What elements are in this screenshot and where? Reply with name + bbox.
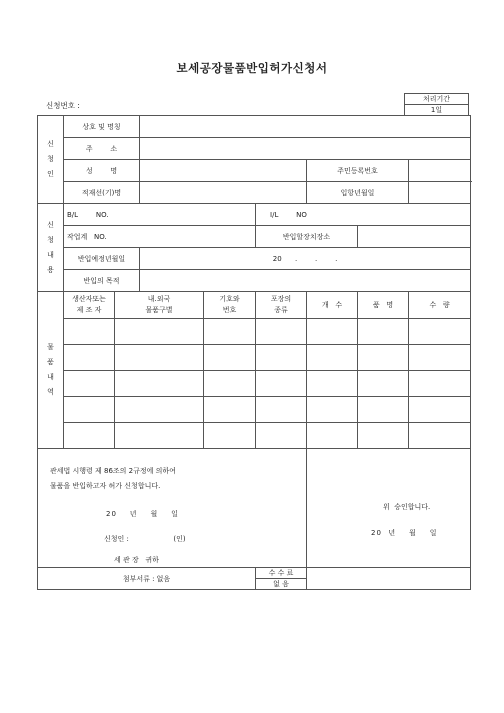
domestic-foreign-cell[interactable] (115, 423, 204, 449)
address-field[interactable] (140, 138, 471, 160)
applicant-signature[interactable]: 신청인 : (인) (104, 535, 186, 543)
application-form (37, 115, 471, 590)
goods-row (38, 371, 471, 397)
package-cell[interactable] (256, 423, 307, 449)
quantity-cell[interactable] (409, 423, 471, 449)
schedule-date-label: 반입예정년월일 (64, 248, 140, 270)
header-producer: 생산자또는 제 조 자 (64, 292, 115, 319)
ship-name-label: 적재선(기)명 (64, 182, 140, 204)
purpose-field[interactable] (140, 270, 471, 292)
marks-cell[interactable] (204, 371, 256, 397)
approval-text: 위 승인합니다. (383, 503, 431, 511)
content-section-label: 신 청 내 용 (38, 204, 64, 292)
count-cell[interactable] (307, 345, 358, 371)
processing-period-box (404, 93, 469, 116)
header-package-type: 포장의 종류 (256, 292, 307, 319)
resident-number-field[interactable] (409, 160, 471, 182)
producer-cell[interactable] (64, 345, 115, 371)
producer-cell[interactable] (64, 423, 115, 449)
ship-name-field[interactable] (140, 182, 307, 204)
person-name-label: 성 명 (64, 160, 140, 182)
address-label: 주 소 (64, 138, 140, 160)
processing-period-value: 1일 (405, 105, 469, 116)
goods-row (38, 397, 471, 423)
header-marks-numbers: 기호와 번호 (204, 292, 256, 319)
quantity-cell[interactable] (409, 319, 471, 345)
bl-number-field[interactable]: B/L NO. (64, 204, 256, 226)
item-name-cell[interactable] (358, 371, 409, 397)
declaration-statement-2: 물품을 반입하고자 허가 신청합니다. (50, 482, 161, 490)
goods-row (38, 319, 471, 345)
business-name-label: 상호 및 명칭 (64, 116, 140, 138)
header-count: 개 수 (307, 292, 358, 319)
package-cell[interactable] (256, 319, 307, 345)
purpose-label: 반입의 목적 (64, 270, 140, 292)
count-cell[interactable] (307, 319, 358, 345)
goods-section-label: 물 품 내 역 (38, 292, 64, 449)
package-cell[interactable] (256, 345, 307, 371)
producer-cell[interactable] (64, 371, 115, 397)
package-cell[interactable] (256, 371, 307, 397)
quantity-cell[interactable] (409, 345, 471, 371)
declaration-statement-1: 관세법 시행령 제 86조의 2규정에 의하여 (50, 467, 176, 475)
count-cell[interactable] (307, 423, 358, 449)
person-name-field[interactable] (140, 160, 307, 182)
arrival-date-field[interactable] (409, 182, 471, 204)
il-number-field[interactable]: I/L NO (256, 204, 471, 226)
header-item-name: 품 명 (358, 292, 409, 319)
marks-cell[interactable] (204, 423, 256, 449)
addressee: 세 관 장 귀하 (114, 556, 159, 564)
declaration-box (38, 449, 307, 568)
domestic-foreign-cell[interactable] (115, 397, 204, 423)
producer-cell[interactable] (64, 319, 115, 345)
page-title: 보세공장물품반입허가신청서 (176, 61, 328, 75)
item-name-cell[interactable] (358, 345, 409, 371)
processing-period-label: 처리기간 (405, 94, 469, 105)
business-name-field[interactable] (140, 116, 471, 138)
fee-label: 수 수 료 (256, 568, 307, 579)
domestic-foreign-cell[interactable] (115, 371, 204, 397)
footer-blank (307, 568, 471, 590)
quantity-cell[interactable] (409, 397, 471, 423)
applicant-section-label: 신 청 인 (38, 116, 64, 204)
item-name-cell[interactable] (358, 319, 409, 345)
item-name-cell[interactable] (358, 423, 409, 449)
header-quantity: 수 량 (409, 292, 471, 319)
goods-row (38, 423, 471, 449)
domestic-foreign-cell[interactable] (115, 319, 204, 345)
application-number-label: 신청번호 : (46, 101, 80, 110)
fee-value: 없 음 (256, 579, 307, 590)
count-cell[interactable] (307, 397, 358, 423)
package-cell[interactable] (256, 397, 307, 423)
storage-place-label: 반입할장치장소 (256, 226, 358, 248)
quantity-cell[interactable] (409, 371, 471, 397)
attachments: 첨부서류 : 없음 (38, 568, 256, 590)
item-name-cell[interactable] (358, 397, 409, 423)
resident-number-label: 주민등록번호 (307, 160, 409, 182)
goods-row (38, 345, 471, 371)
count-cell[interactable] (307, 371, 358, 397)
producer-cell[interactable] (64, 397, 115, 423)
declaration-date[interactable]: 20 년 월 일 (106, 510, 179, 518)
marks-cell[interactable] (204, 345, 256, 371)
approval-box (307, 449, 471, 568)
approval-date[interactable]: 20 년 월 일 (371, 529, 438, 537)
domestic-foreign-cell[interactable] (115, 345, 204, 371)
header-domestic-foreign: 내.외국 물품구별 (115, 292, 204, 319)
schedule-date-field[interactable]: 20 . . . (140, 248, 471, 270)
storage-place-field[interactable] (358, 226, 471, 248)
arrival-date-label: 입항년월일 (307, 182, 409, 204)
marks-cell[interactable] (204, 319, 256, 345)
work-number-field[interactable]: 작업계 NO. (64, 226, 256, 248)
marks-cell[interactable] (204, 397, 256, 423)
